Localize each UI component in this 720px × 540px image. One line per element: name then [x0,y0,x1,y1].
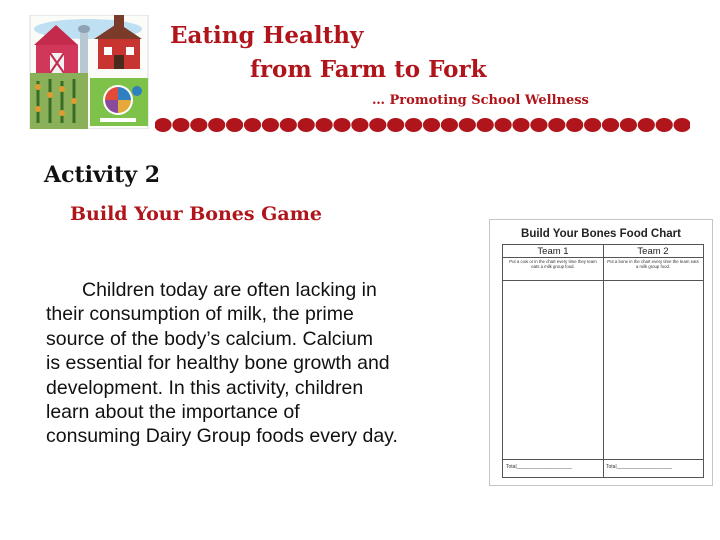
decorative-divider [155,117,690,133]
divider-bead [441,118,458,132]
divider-bead [405,118,422,132]
divider-bead [333,118,350,132]
team-1-total-label: Total____________________ [506,464,573,470]
activity-description [46,278,496,449]
divider-bead [226,118,243,132]
team-2-total-label: Total____________________ [606,464,673,470]
instruction-rule [503,280,703,281]
divider-bead [172,118,189,132]
description-line: source of the body’s calcium. Calcium [46,327,373,350]
description-line: development. In this activity, children [46,376,364,399]
header-title-line-2: from Farm to Fork [250,56,487,83]
description-line: is essential for healthy bone growth and [46,352,390,375]
worksheet-title: Build Your Bones Food Chart [521,228,681,240]
divider-bead [602,118,619,132]
divider-bead [423,118,440,132]
description-line: their consumption of milk, the prime [46,303,354,326]
team-1-heading: Team 1 [537,246,569,257]
header-title-line-1: Eating Healthy [170,22,364,49]
divider-bead [656,118,673,132]
divider-bead [190,118,207,132]
worksheet-grid [502,244,704,478]
divider-bead [369,118,386,132]
divider-bead [566,118,583,132]
description-line: learn about the importance of [46,401,300,424]
divider-bead [495,118,512,132]
header-rule [503,257,703,258]
header-tagline: … Promoting School Wellness [372,93,589,108]
divider-bead [280,118,297,132]
divider-bead [155,118,172,132]
divider-bead [387,118,404,132]
myplate-icon [90,78,148,126]
description-line: Children today are often lacking in [82,279,377,301]
divider-bead [477,118,494,132]
divider-bead [459,118,476,132]
divider-bead [244,118,261,132]
divider-bead [620,118,637,132]
divider-bead [298,118,315,132]
divider-bead [262,118,279,132]
activity-label: Activity 2 [44,162,161,188]
game-title: Build Your Bones Game [70,203,322,225]
food-chart-worksheet [489,219,713,486]
team-1-instructions: Put a cow or in the chart every time they team eats a milk group food. [509,259,597,270]
divider-bead [548,118,565,132]
team-2-heading: Team 2 [637,246,669,257]
total-rule [503,459,703,460]
description-line: consuming Dairy Group foods every day. [46,425,398,448]
team-2-instructions: Put a bone in the chart every time the team eats a milk group food. [607,259,699,270]
divider-bead [512,118,529,132]
divider-bead [530,118,547,132]
divider-bead [584,118,601,132]
divider-bead [638,118,655,132]
divider-bead [674,118,691,132]
divider-bead [208,118,225,132]
divider-bead [351,118,368,132]
divider-bead [316,118,333,132]
